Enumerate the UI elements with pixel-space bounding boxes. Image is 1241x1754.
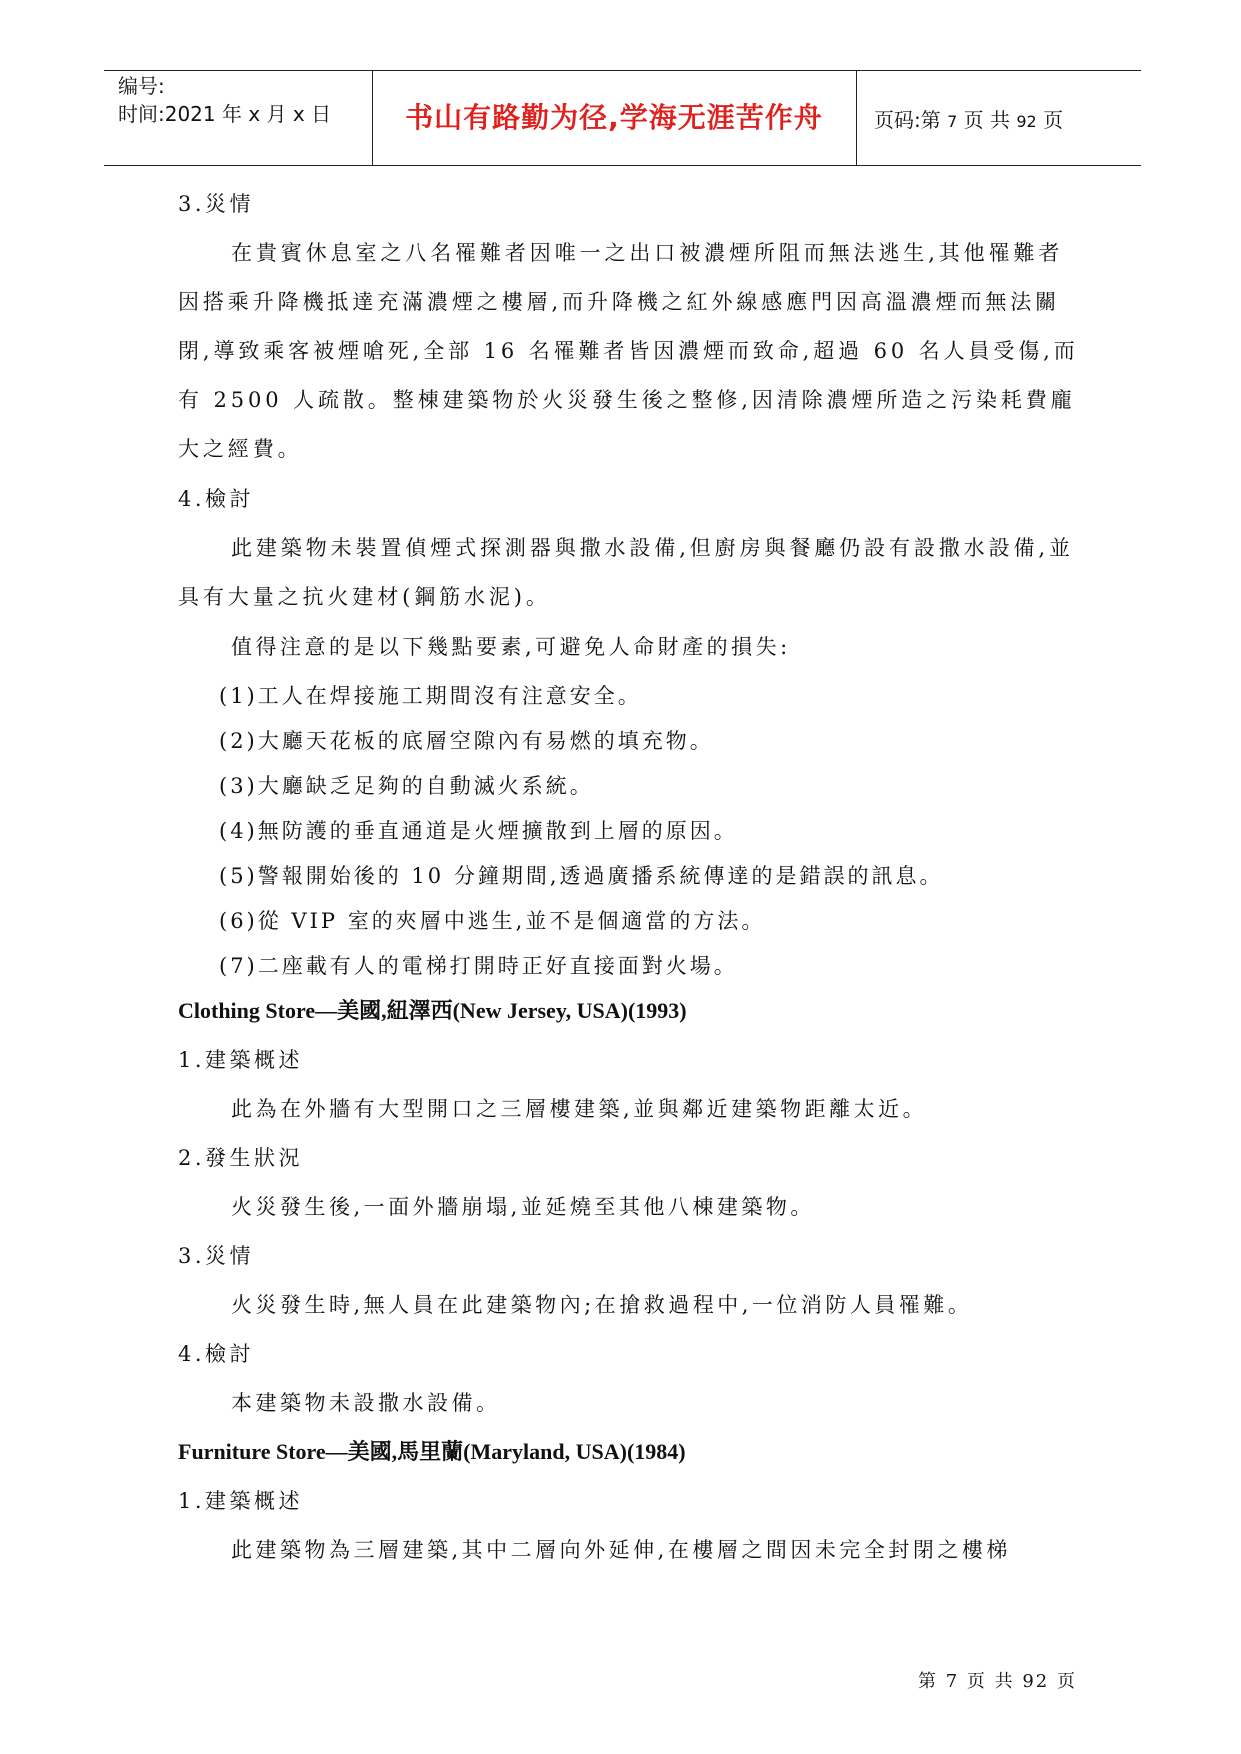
header-page-info <box>874 104 1063 133</box>
page-footer: 第 7 页 共 92 页 <box>918 1671 1077 1692</box>
section-heading: 4.檢討 <box>178 487 255 511</box>
paragraph: 此為在外牆有大型開口之三層樓建築,並與鄰近建築物距離太近。 <box>231 1097 928 1121</box>
header-top-rule <box>104 70 1141 71</box>
page-number: 7 <box>947 112 958 131</box>
list-item: (5)警報開始後的 10 分鐘期間,透過廣播系統傳達的是錯誤的訊息。 <box>219 864 944 888</box>
section-heading: 2.發生狀況 <box>178 1146 304 1170</box>
case-title: Furniture Store—美國,馬里蘭(Maryland, USA)(1984) <box>178 1439 686 1464</box>
list-item: (6)從 VIP 室的夾層中逃生,並不是個適當的方法。 <box>219 909 766 933</box>
page-header <box>104 70 1141 166</box>
paragraph: 值得注意的是以下幾點要素,可避免人命財產的損失: <box>231 635 791 659</box>
paragraph: 此建築物未裝置偵煙式探測器與撒水設備,但廚房與餐廳仍設有設撒水設備,並具有大量之抗火建材(鋼筋水泥)。 <box>178 536 1074 609</box>
header-meta <box>118 72 331 128</box>
header-bottom-rule <box>104 165 1141 166</box>
list-item: (3)大廳缺乏足夠的自動滅火系統。 <box>219 774 594 798</box>
paragraph: 火災發生時,無人員在此建築物內;在搶救過程中,一位消防人員罹難。 <box>231 1293 973 1317</box>
paragraph: 火災發生後,一面外牆崩塌,並延燒至其他八棟建築物。 <box>231 1195 815 1219</box>
header-motto: 书山有路勤为径,学海无涯苦作舟 <box>405 101 823 134</box>
paragraph: 本建築物未設撒水設備。 <box>231 1391 501 1415</box>
paragraph: 在貴賓休息室之八名罹難者因唯一之出口被濃煙所阻而無法逃生,其他罹難者因搭乘升降機抵達充滿濃煙之樓層,而升降機之紅外線感應門因高溫濃煙而無法關閉,導致乘客被煙嗆死,全部 16 名罹難者皆因濃煙而致命,超過 60 名人員受傷,而有 2500 人疏散。整棟建築物於火災發生後之整修,因清除濃煙所造之污染耗費龐大之經費。 <box>178 241 1079 461</box>
case-title: Clothing Store—美國,紐澤西(New Jersey, USA)(1993) <box>178 998 687 1023</box>
paragraph: 此建築物為三層建築,其中二層向外延伸,在樓層之間因未完全封閉之樓梯 <box>231 1538 1011 1562</box>
document-number-label: 编号: <box>118 74 165 98</box>
section-heading: 3.災情 <box>178 192 255 216</box>
section-heading: 4.檢討 <box>178 1342 255 1366</box>
list-item: (7)二座載有人的電梯打開時正好直接面對火場。 <box>219 954 738 978</box>
page-suffix: 页 <box>1036 108 1064 132</box>
section-heading: 3.災情 <box>178 1244 255 1268</box>
list-item: (1)工人在焊接施工期間沒有注意安全。 <box>219 684 642 708</box>
list-item: (4)無防護的垂直通道是火煙擴散到上層的原因。 <box>219 819 738 843</box>
document-body <box>178 188 1083 1583</box>
list-item: (2)大廳天花板的底層空隙內有易燃的填充物。 <box>219 729 714 753</box>
header-divider <box>856 70 857 166</box>
section-heading: 1.建築概述 <box>178 1489 304 1513</box>
section-heading: 1.建築概述 <box>178 1048 304 1072</box>
page-prefix: 页码:第 <box>874 108 948 132</box>
page-total: 92 <box>1016 112 1037 131</box>
page-mid: 页 共 <box>957 108 1017 132</box>
document-date: 时间:2021 年 x 月 x 日 <box>118 102 332 126</box>
